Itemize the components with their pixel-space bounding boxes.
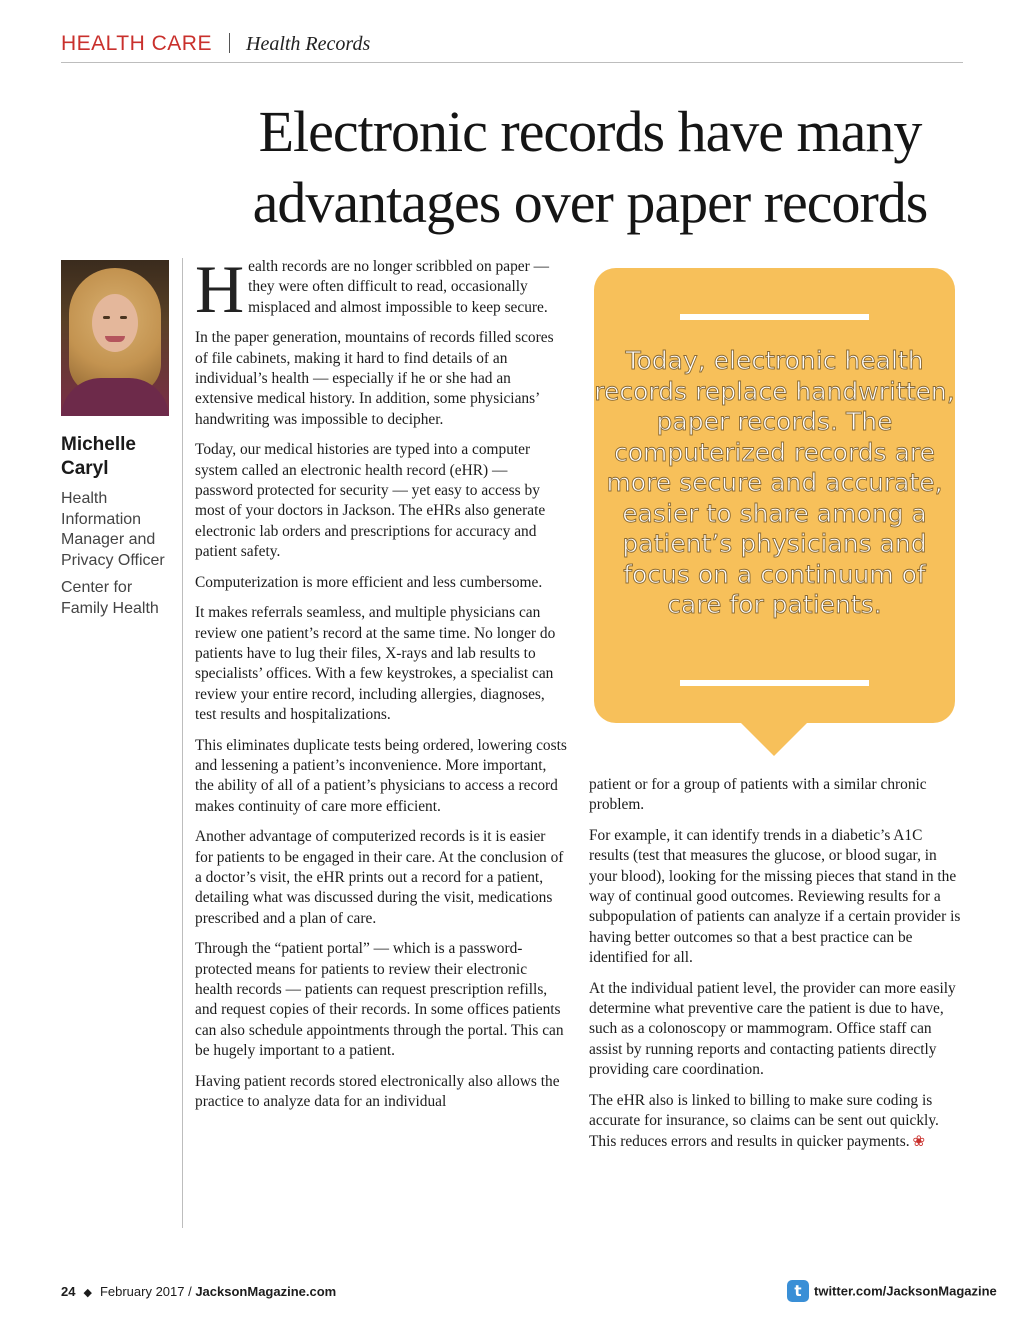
- article-headline: [190, 96, 990, 238]
- website-link[interactable]: JacksonMagazine.com: [195, 1284, 337, 1299]
- twitter-link[interactable]: [787, 1280, 997, 1302]
- author-role: Health Information Manager and Privacy Officer: [61, 490, 165, 569]
- body-paragraph: It makes referrals seamless, and multiple physicians can review one patient’s record at the same time. No longer do patients have to lug their files, X-rays and lab results to specialists’ offices. With a few keystrokes, a specialist can review your entire record, including allergies, diagnoses, test results and hospitalizations.: [195, 604, 556, 724]
- diamond-icon: ◆: [83, 1287, 92, 1299]
- author-organization: Center for Family Health: [61, 579, 159, 617]
- author-name-first: Michelle: [61, 434, 136, 455]
- column-divider: [182, 258, 183, 1228]
- body-paragraph: Another advantage of computerized records is it is easier for patients to be engaged in their care. At the conclusion of a doctor’s visit, the eHR prints out a record for a patient, detailing what was discussed during the visit, medications prescribed and a plan of care.: [195, 828, 564, 927]
- pull-quote-callout: [594, 268, 955, 723]
- callout-rule-top: [680, 314, 869, 320]
- body-paragraph: For example, it can identify trends in a diabetic’s A1C results (test that measures the glucose, or blood sugar, in your blood), looking for the missing pieces that stand in the way of continual good outcomes. Reviewing results for a subpopulation of patients can analyze if a certain provider is having better outcomes so that a best practice can be identified for all.: [589, 826, 961, 967]
- body-paragraph: patient or for a group of patients with a similar chronic problem.: [589, 776, 927, 814]
- end-mark-icon: ❀: [912, 1133, 926, 1150]
- body-paragraph: Computerization is more efficient and less cumbersome.: [195, 573, 543, 591]
- body-paragraph: Having patient records stored electronically also allows the practice to analyze data for an individual: [195, 1072, 560, 1111]
- pull-quote-text: Today, electronic health records replace handwritten, paper records. The computerized records are more secure and accurate, easier to share among a patient’s physicians and focus on a continuum of care for patients.: [594, 346, 955, 619]
- author-name-last: Caryl: [61, 458, 109, 479]
- body-paragraph: In the paper generation, mountains of records filled scores of file cabinets, making it hard to find details of an individual’s health — especially if he or she had an extensive medical history. In addition, some physicians’ handwriting was impossible to decipher.: [195, 329, 554, 428]
- page-number: 24: [61, 1284, 76, 1299]
- page-header: [61, 30, 963, 63]
- body-paragraph: Today, our medical histories are typed into a computer system called an electronic health record (eHR) — password protected for security — yet easy to access by most of your doctors in Jackson. The eHRs also generate electronic lab orders and prescriptions for accuracy and patient safety.: [195, 441, 546, 561]
- article-column-2: [589, 775, 961, 1162]
- author-name: [61, 433, 171, 481]
- twitter-handle[interactable]: twitter.com/JacksonMagazine: [814, 1283, 997, 1299]
- final-paragraph: The eHR also is linked to billing to make sure coding is accurate for insurance, so claims can be sent out quickly. This reduces errors and results in quicker payments. ❀: [589, 1091, 961, 1152]
- subsection-label: Health Records: [246, 33, 371, 55]
- body-paragraph: This eliminates duplicate tests being ordered, lowering costs and lessening a patient’s inconvenience. More important, the ability of all of a patient’s physicians to access a record makes continuity of care more efficient.: [195, 736, 567, 815]
- body-paragraph: At the individual patient level, the provider can more easily determine what preventive care the patient is due to have, such as a colonoscopy or mammogram. Office staff can assist by running reports and contacting patients directly providing care coordination.: [589, 979, 956, 1079]
- page-footer: [61, 1284, 336, 1299]
- header-divider: [229, 33, 230, 53]
- twitter-icon: t: [787, 1280, 809, 1302]
- section-label: HEALTH CARE: [61, 32, 212, 55]
- issue-date: February 2017 /: [99, 1284, 196, 1299]
- author-photo: [61, 260, 169, 416]
- article-column-1: [195, 251, 567, 1122]
- drop-cap: H: [195, 251, 245, 327]
- headline-line-2: advantages over paper records: [252, 170, 928, 235]
- lead-paragraph: Health records are no longer scribbled on paper — they were often difficult to read, occasionally misplaced and almost impossible to keep secure.: [195, 251, 549, 327]
- callout-pointer: [740, 722, 808, 756]
- body-paragraph: Through the “patient portal” — which is a password-protected means for patients to review their electronic health records — patients can request prescription refills, and request copies of their records. In some offices patients can also schedule appointments through the portal. This can be hugely important to a patient.: [195, 940, 564, 1060]
- headline-line-1: Electronic records have many: [258, 99, 922, 164]
- callout-rule-bottom: [680, 680, 869, 686]
